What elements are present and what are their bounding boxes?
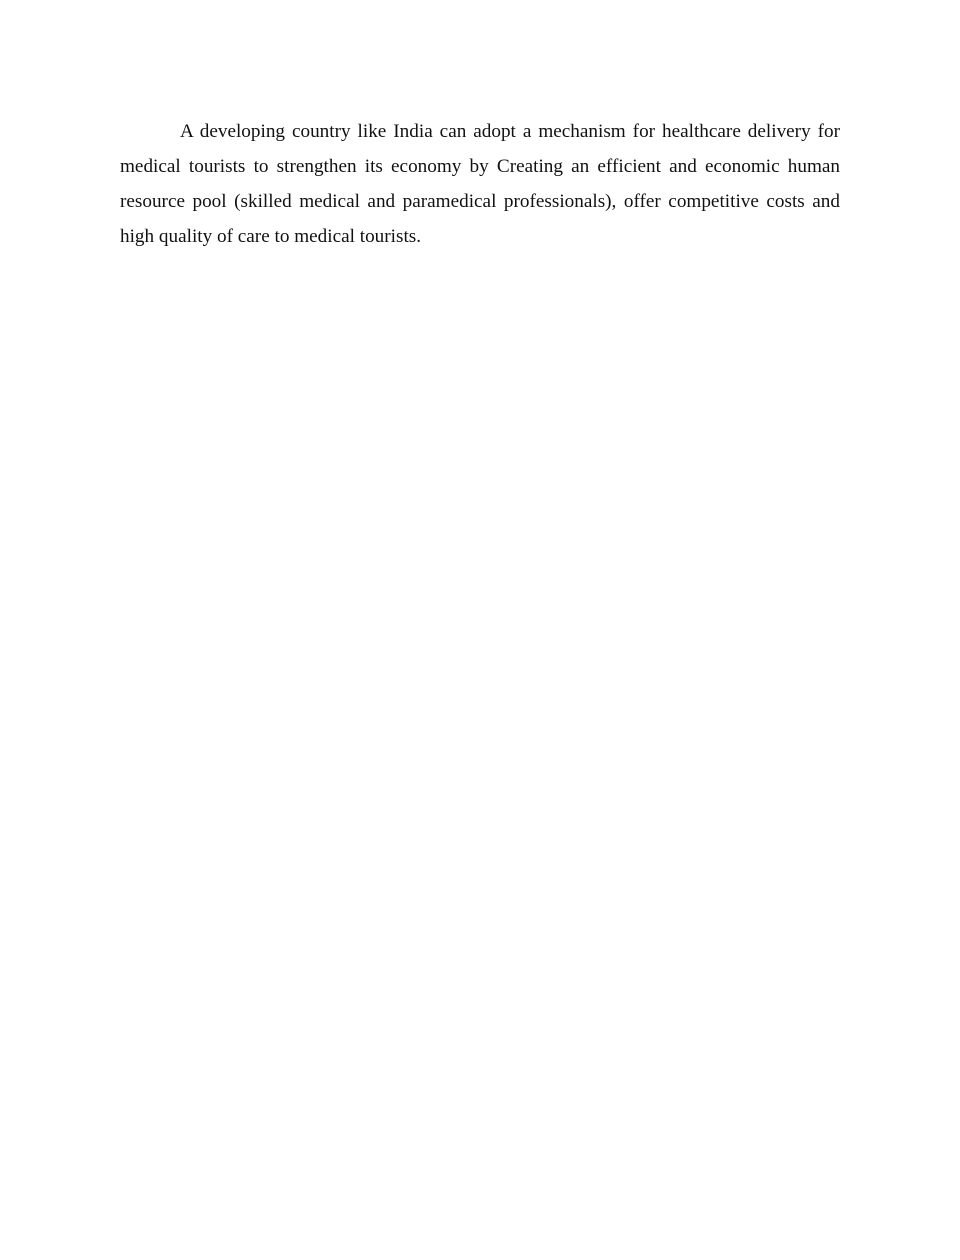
- body-paragraph: A developing country like India can adopt a mechanism for healthcare delivery for medical tourists to strengthen its economy by Creating an efficient and economic human resource pool (skilled medical and paramedical professionals), offer competitive costs and high quality of care to medical tourists.: [120, 121, 840, 247]
